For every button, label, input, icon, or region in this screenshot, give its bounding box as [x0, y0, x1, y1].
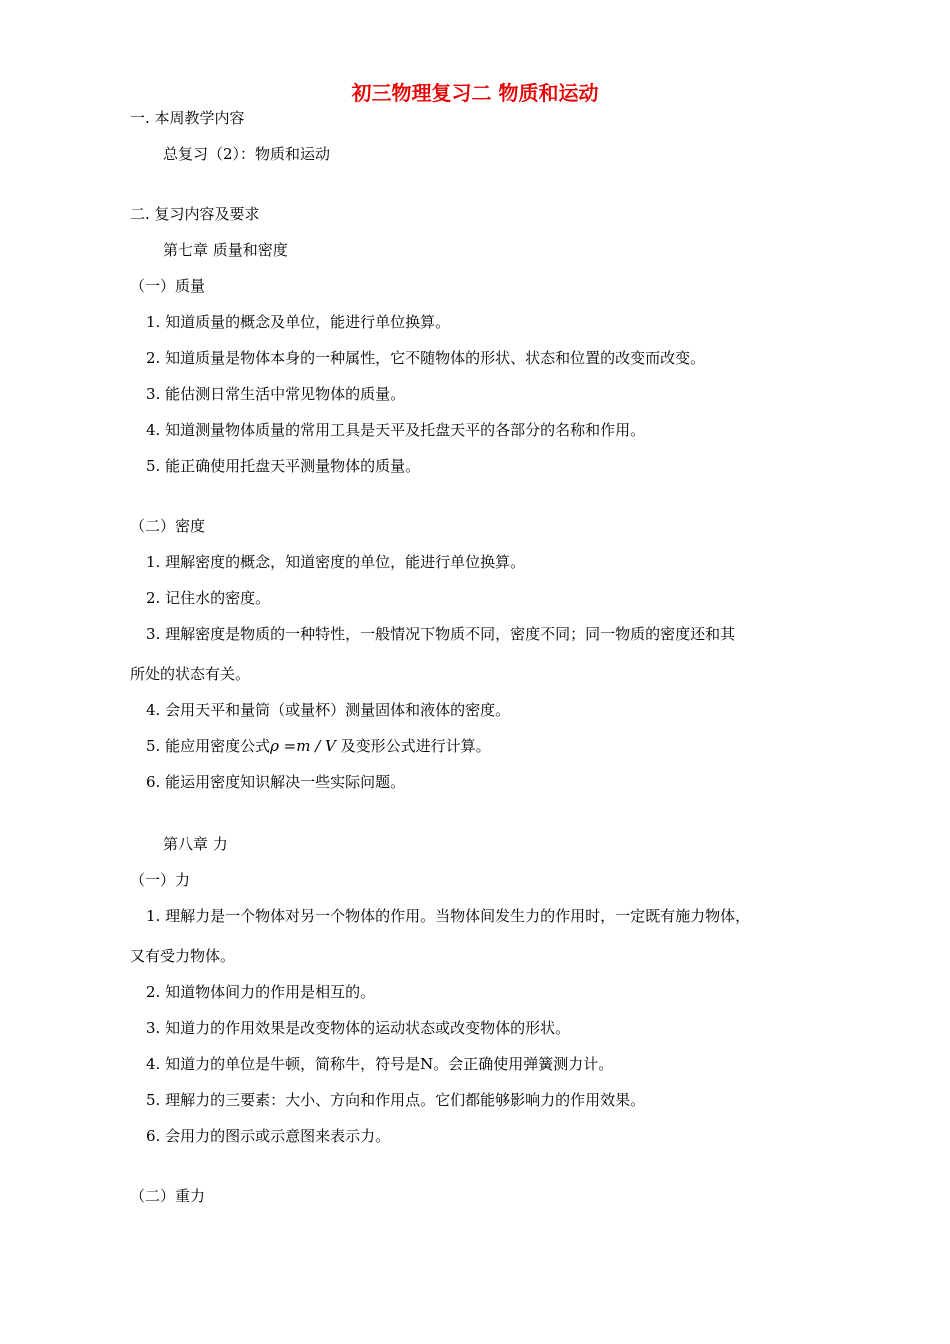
chapter-8-heading: 第八章 力 — [163, 835, 228, 853]
section-heading-2: 二. 复习内容及要求 — [130, 205, 260, 223]
section-sub-1: 总复习（2）：物质和运动 — [163, 145, 331, 163]
list-item: 2. 知道质量是物体本身的一种属性，它不随物体的形状、状态和位置的改变而改变。 — [146, 349, 706, 367]
list-item: 1. 理解力是一个物体对另一个物体的作用。当物体间发生力的作用时，一定既有施力物体， — [146, 907, 751, 925]
density-formula: ρ =m / V — [270, 737, 336, 755]
list-item: 3. 能估测日常生活中常见物体的质量。 — [146, 385, 406, 403]
list-item: 6. 能运用密度知识解决一些实际问题。 — [146, 773, 406, 791]
list-item: 4. 会用天平和量筒（或量杯）测量固体和液体的密度。 — [146, 701, 511, 719]
list-item: 4. 知道测量物体质量的常用工具是天平及托盘天平的各部分的名称和作用。 — [146, 421, 646, 439]
list-item: 6. 会用力的图示或示意图来表示力。 — [146, 1127, 391, 1145]
density-heading: （二）密度 — [130, 517, 206, 535]
list-item: 3. 理解密度是物质的一种特性，一般情况下物质不同，密度不同；同一物质的密度还和其 — [146, 625, 736, 643]
list-item: 1. 理解密度的概念，知道密度的单位，能进行单位换算。 — [146, 553, 526, 571]
list-item: 3. 知道力的作用效果是改变物体的运动状态或改变物体的形状。 — [146, 1019, 571, 1037]
chapter-7-heading: 第七章 质量和密度 — [163, 241, 288, 259]
list-item: 4. 知道力的单位是牛顿，简称牛，符号是N。会正确使用弹簧测力计。 — [146, 1055, 614, 1073]
list-item: 2. 知道物体间力的作用是相互的。 — [146, 983, 376, 1001]
list-item: 2. 记住水的密度。 — [146, 589, 271, 607]
formula-prefix: 5. 能应用密度公式 — [146, 737, 271, 755]
list-item: 5. 能正确使用托盘天平测量物体的质量。 — [146, 457, 421, 475]
gravity-heading: （二）重力 — [130, 1187, 206, 1205]
formula-suffix: 及变形公式进行计算。 — [335, 737, 491, 755]
list-item-continued: 所处的状态有关。 — [130, 665, 251, 683]
force-heading: （一）力 — [130, 871, 191, 889]
mass-heading: （一）质量 — [130, 277, 206, 295]
list-item: 1. 知道质量的概念及单位，能进行单位换算。 — [146, 313, 451, 331]
list-item: 5. 理解力的三要素：大小、方向和作用点。它们都能够影响力的作用效果。 — [146, 1091, 646, 1109]
page-title: 初三物理复习二 物质和运动 — [351, 81, 599, 105]
list-item-formula — [146, 736, 491, 756]
section-heading-1: 一. 本周教学内容 — [130, 109, 245, 127]
list-item-continued: 又有受力物体。 — [130, 947, 236, 965]
